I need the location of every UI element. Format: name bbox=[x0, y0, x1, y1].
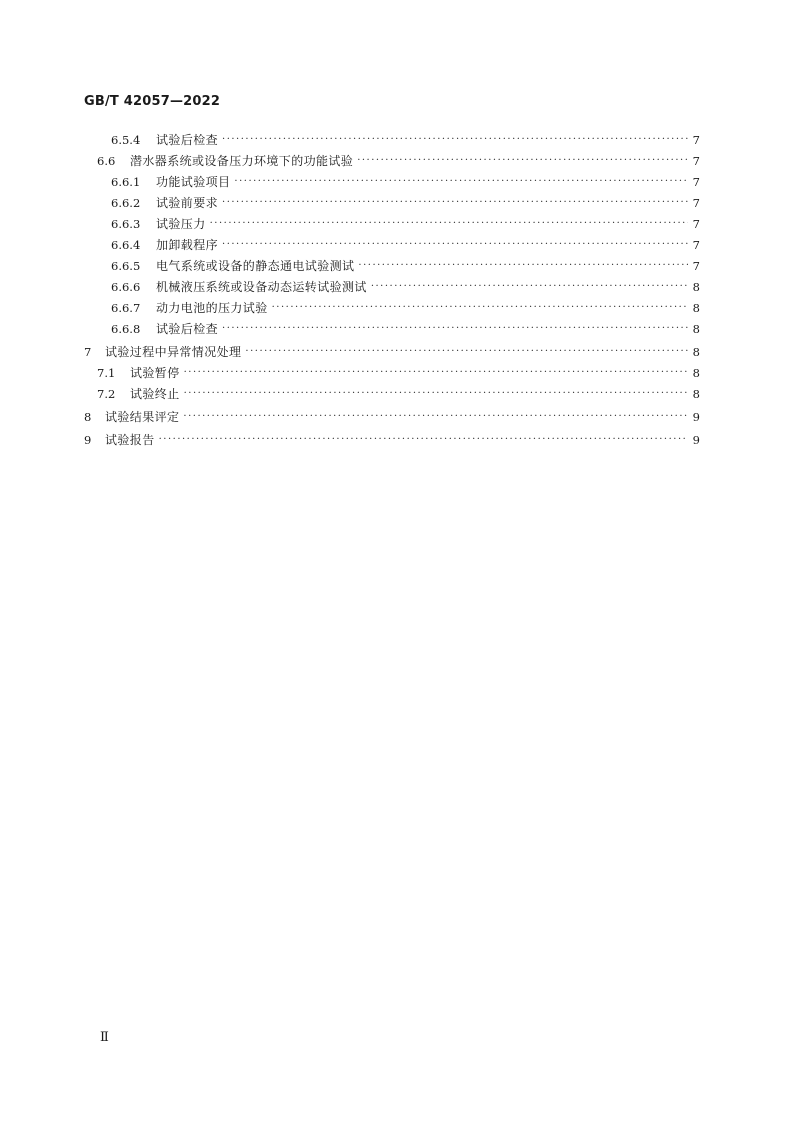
dot-leader bbox=[184, 383, 688, 404]
toc-entry-6-6-4[interactable] bbox=[84, 234, 700, 255]
toc-entry-6-6[interactable] bbox=[84, 150, 700, 171]
toc-entry-page: 8 bbox=[692, 321, 700, 336]
dot-leader bbox=[272, 297, 688, 318]
toc-entry-number: 6.6.8 bbox=[111, 321, 141, 336]
toc-entry-number: 6.6 bbox=[97, 153, 116, 168]
toc-entry-title: 加卸载程序 bbox=[156, 238, 219, 252]
dot-leader bbox=[210, 213, 688, 234]
toc-entry-page: 7 bbox=[692, 132, 700, 147]
toc-entry-title: 试验暂停 bbox=[130, 366, 180, 380]
toc-entry-number: 6.6.1 bbox=[111, 174, 141, 189]
toc-entry-page: 7 bbox=[692, 195, 700, 210]
toc-entry-number: 7.2 bbox=[97, 386, 116, 401]
toc-entry-title: 动力电池的压力试验 bbox=[156, 301, 268, 315]
toc-entry-number: 7.1 bbox=[97, 365, 116, 380]
toc-entry-number: 6.6.2 bbox=[111, 195, 141, 210]
table-of-contents bbox=[84, 129, 700, 450]
dot-leader bbox=[222, 234, 688, 255]
toc-entry-6-6-8[interactable] bbox=[84, 318, 700, 339]
toc-entry-page: 9 bbox=[692, 432, 700, 447]
toc-entry-number: 6.6.4 bbox=[111, 237, 141, 252]
toc-entry-page: 8 bbox=[692, 386, 700, 401]
toc-entry-page: 7 bbox=[692, 258, 700, 273]
toc-entry-6-5-4[interactable] bbox=[84, 129, 700, 150]
toc-entry-title: 试验终止 bbox=[130, 387, 180, 401]
toc-entry-number: 6.6.6 bbox=[111, 279, 141, 294]
toc-entry-page: 8 bbox=[692, 365, 700, 380]
dot-leader bbox=[245, 341, 688, 362]
dot-leader bbox=[222, 318, 688, 339]
toc-entry-6-6-1[interactable] bbox=[84, 171, 700, 192]
dot-leader bbox=[222, 192, 688, 213]
toc-entry-title: 试验报告 bbox=[105, 433, 155, 447]
toc-entry-number: 6.6.5 bbox=[111, 258, 141, 273]
dot-leader bbox=[358, 255, 688, 276]
toc-entry-7-2[interactable] bbox=[84, 383, 700, 404]
standard-code-header: GB/T 42057—2022 bbox=[84, 94, 221, 109]
dot-leader bbox=[234, 171, 688, 192]
toc-entry-page: 7 bbox=[692, 153, 700, 168]
page-number-footer: Ⅱ bbox=[100, 1030, 109, 1045]
toc-entry-title: 试验前要求 bbox=[156, 196, 219, 210]
toc-entry-number: 6.5.4 bbox=[111, 132, 141, 147]
toc-entry-7[interactable] bbox=[84, 341, 700, 362]
toc-entry-title: 功能试验项目 bbox=[156, 175, 231, 189]
toc-entry-title: 电气系统或设备的静态通电试验测试 bbox=[156, 259, 355, 273]
toc-entry-8[interactable] bbox=[84, 406, 700, 427]
toc-entry-title: 试验后检查 bbox=[156, 133, 219, 147]
toc-entry-title: 试验结果评定 bbox=[105, 410, 180, 424]
toc-entry-6-6-6[interactable] bbox=[84, 276, 700, 297]
toc-entry-6-6-3[interactable] bbox=[84, 213, 700, 234]
toc-entry-page: 8 bbox=[692, 279, 700, 294]
toc-entry-number: 9 bbox=[84, 432, 92, 447]
dot-leader bbox=[371, 276, 688, 297]
toc-entry-page: 7 bbox=[692, 174, 700, 189]
toc-entry-6-6-7[interactable] bbox=[84, 297, 700, 318]
toc-entry-number: 8 bbox=[84, 409, 92, 424]
dot-leader bbox=[183, 406, 688, 427]
toc-entry-7-1[interactable] bbox=[84, 362, 700, 383]
toc-entry-title: 试验压力 bbox=[156, 217, 206, 231]
dot-leader bbox=[222, 129, 688, 150]
toc-entry-title: 试验后检查 bbox=[156, 322, 219, 336]
toc-entry-number: 6.6.3 bbox=[111, 216, 141, 231]
toc-entry-number: 7 bbox=[84, 344, 92, 359]
toc-entry-page: 8 bbox=[692, 300, 700, 315]
toc-entry-title: 试验过程中异常情况处理 bbox=[105, 345, 242, 359]
toc-entry-page: 7 bbox=[692, 216, 700, 231]
toc-entry-page: 8 bbox=[692, 344, 700, 359]
toc-entry-page: 9 bbox=[692, 409, 700, 424]
dot-leader bbox=[357, 150, 688, 171]
toc-entry-page: 7 bbox=[692, 237, 700, 252]
toc-entry-6-6-2[interactable] bbox=[84, 192, 700, 213]
toc-entry-title: 机械液压系统或设备动态运转试验测试 bbox=[156, 280, 367, 294]
toc-entry-9[interactable] bbox=[84, 429, 700, 450]
dot-leader bbox=[159, 429, 688, 450]
toc-entry-6-6-5[interactable] bbox=[84, 255, 700, 276]
toc-entry-title: 潜水器系统或设备压力环境下的功能试验 bbox=[130, 154, 354, 168]
toc-entry-number: 6.6.7 bbox=[111, 300, 141, 315]
dot-leader bbox=[184, 362, 688, 383]
